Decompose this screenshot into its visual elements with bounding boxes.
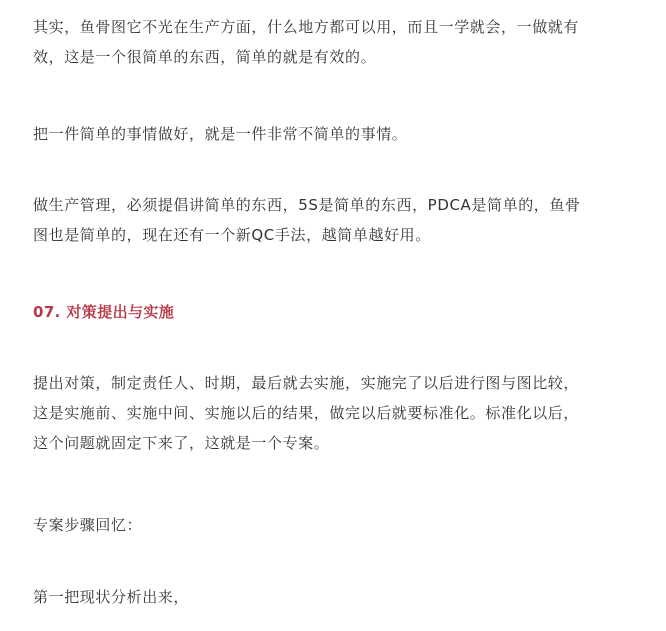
paragraph-line: 专案步骤回忆： [33,516,143,534]
paragraph-line: 做生产管理，必须提倡讲简单的东西，5S是简单的东西，PDCA是简单的，鱼骨 [33,196,581,214]
paragraph-line: 提出对策，制定责任人、时期，最后就去实施，实施完了以后进行图与图比较， [33,374,580,392]
paragraph-production-management [33,190,633,250]
paragraph-line: 第一把现状分析出来， [33,588,190,606]
paragraph-line: 图也是简单的，现在还有一个新QC手法，越简单越好用。 [33,226,431,244]
paragraph-countermeasures [33,368,633,458]
paragraph-line: 效，这是一个很简单的东西，简单的就是有效的。 [33,48,377,66]
section-heading: 07. 对策提出与实施 [33,303,175,321]
paragraph-line: 其实，鱼骨图它不光在生产方面，什么地方都可以用，而且一学就会，一做就有 [33,18,580,36]
paragraph-project-steps [33,510,633,540]
paragraph-simple-things [33,119,633,149]
paragraph-step-one [33,582,633,612]
paragraph-line: 这是实施前、实施中间、实施以后的结果，做完以后就要标准化。标准化以后， [33,404,580,422]
paragraph-line: 把一件简单的事情做好，就是一件非常不简单的事情。 [33,125,408,143]
paragraph-line: 这个问题就固定下来了，这就是一个专案。 [33,434,330,452]
paragraph-fishbone-usage [33,12,633,72]
